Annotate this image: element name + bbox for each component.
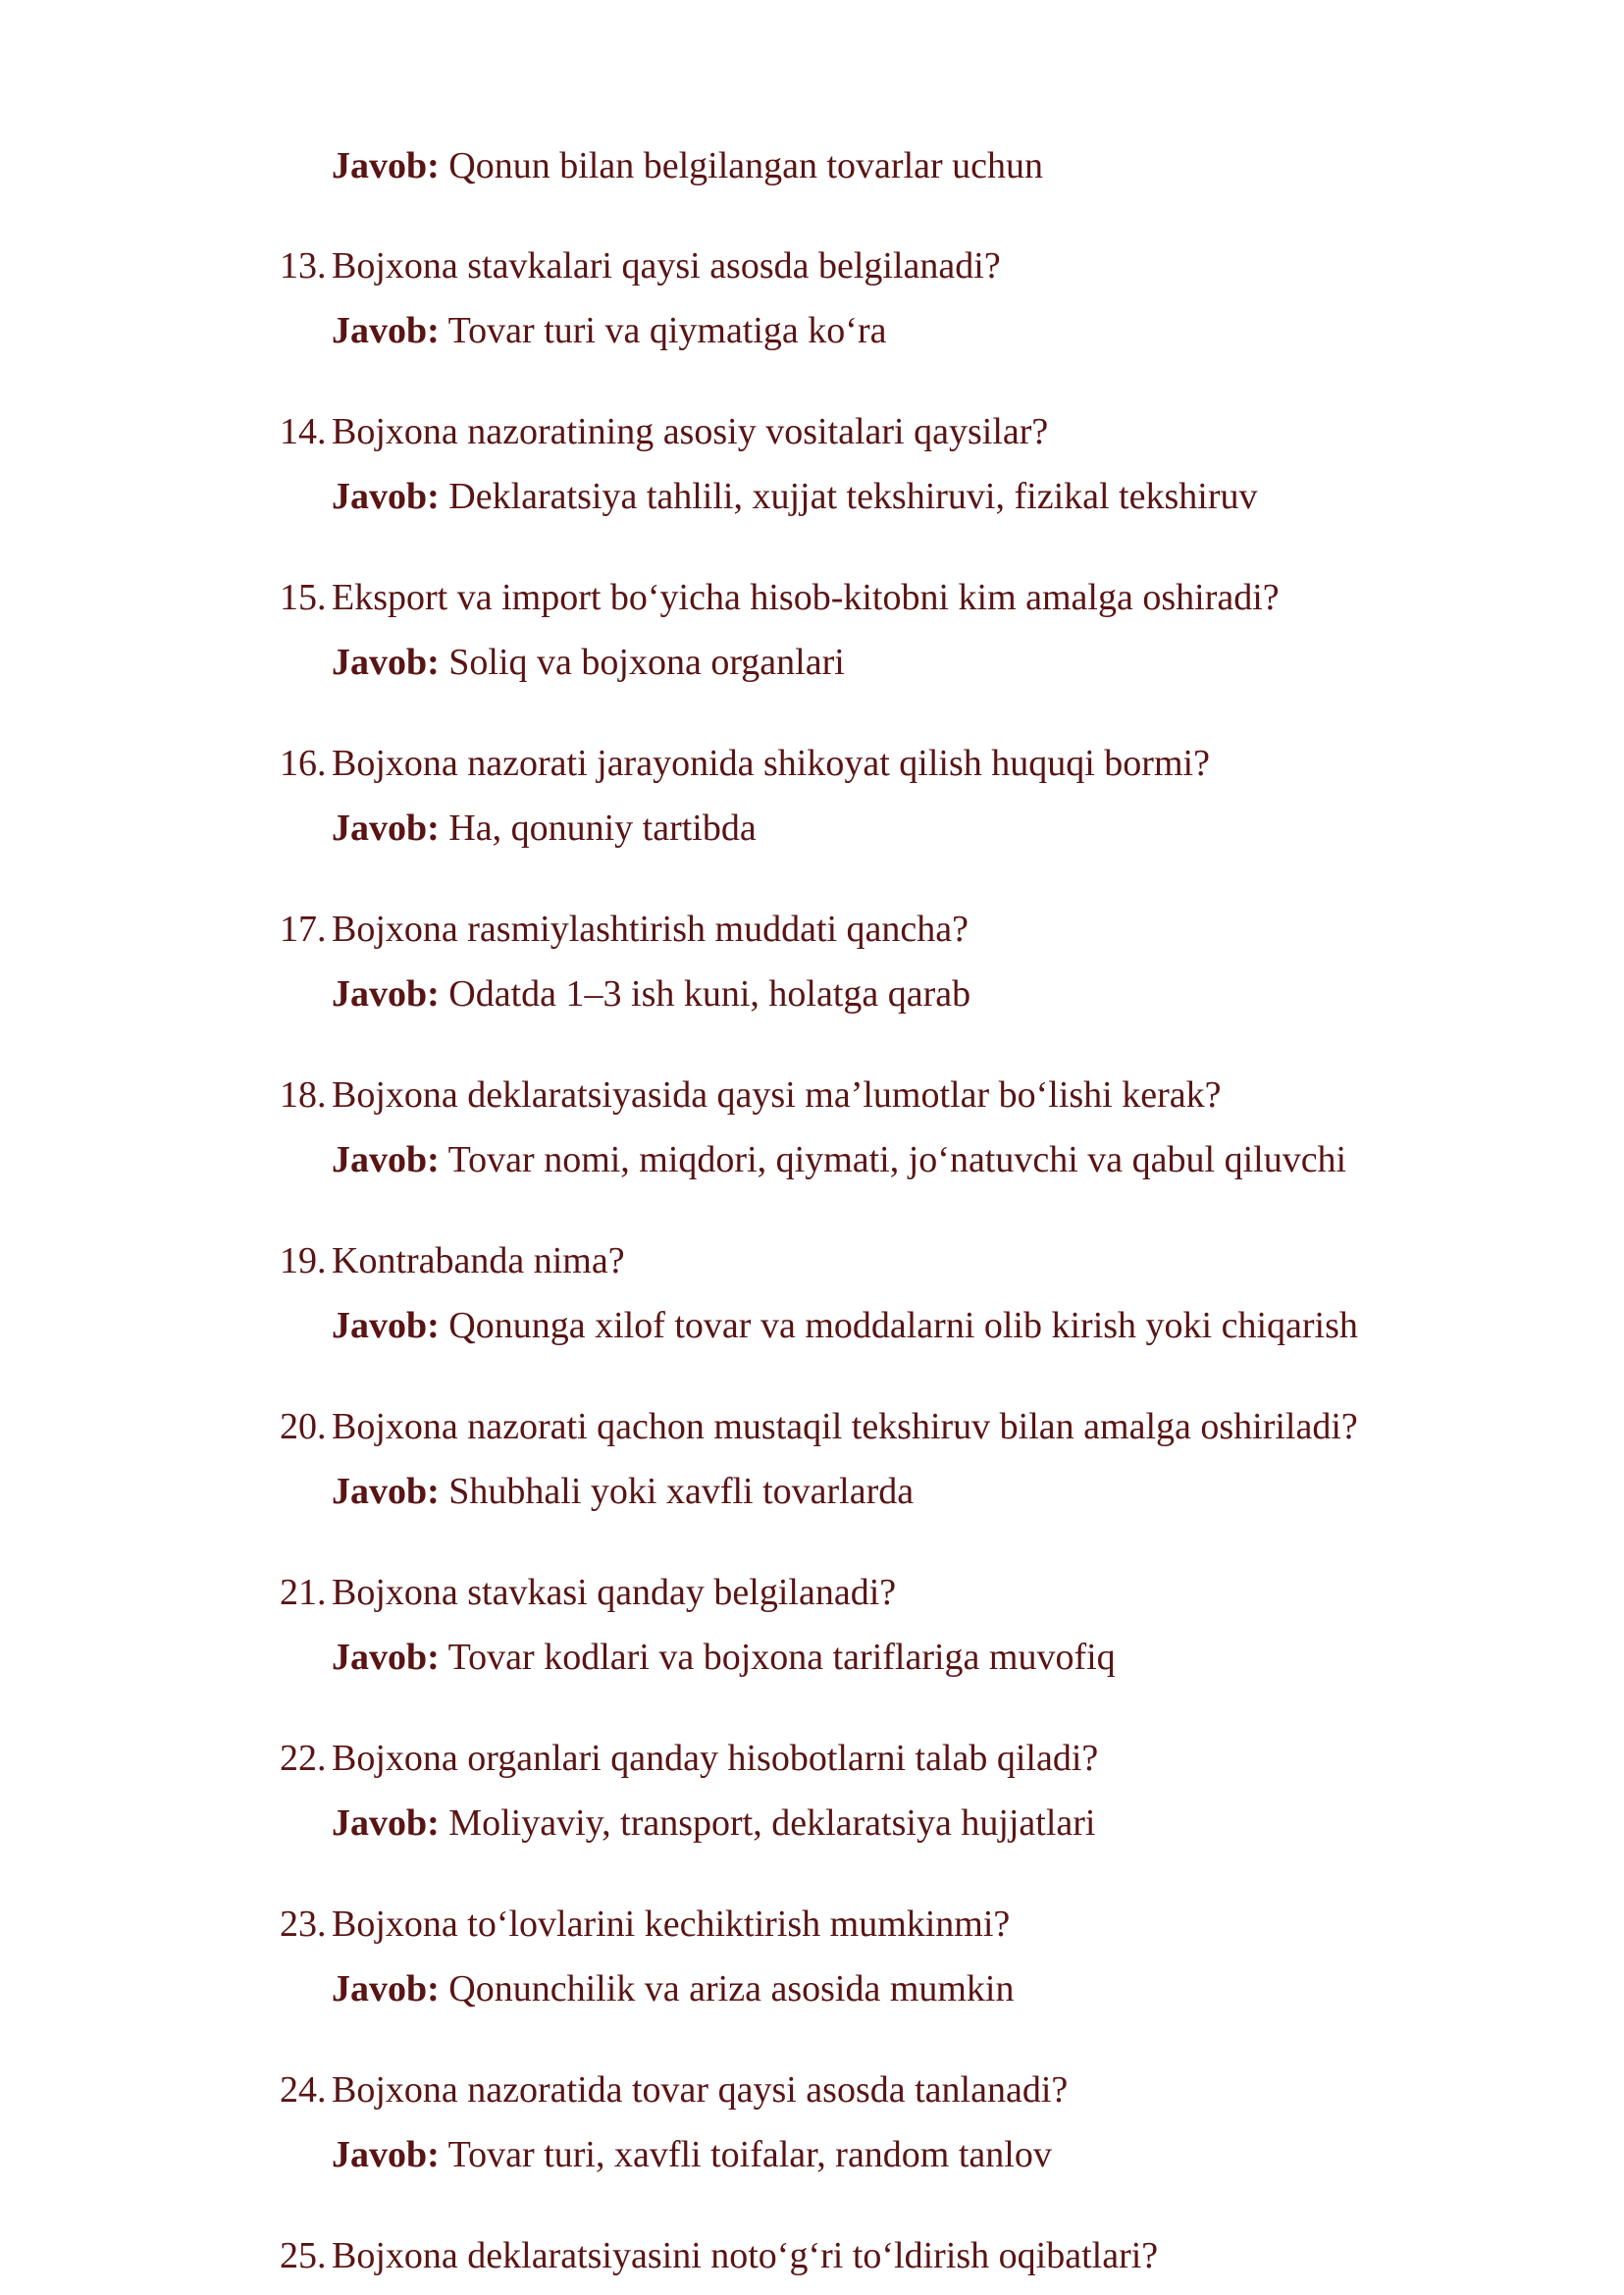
question-line: [280, 1072, 1221, 1118]
answer-label: Javob:: [332, 476, 440, 517]
answer-line: [332, 308, 886, 353]
question-number: 25.: [280, 2235, 327, 2276]
question-text: Bojxona nazoratida tovar qaysi asosda tanlanadi?: [332, 2069, 1069, 2111]
question-number: 22.: [280, 1738, 327, 1779]
answer-label: Javob:: [332, 1968, 440, 2009]
answer-text: Qonun bilan belgilangan tovarlar uchun: [439, 145, 1044, 186]
answer-line: [332, 1303, 1358, 1348]
answer-text: Ha, qonuniy tartibda: [439, 808, 757, 849]
answer-line: [332, 474, 1257, 519]
question-line: [280, 1238, 625, 1283]
answer-line: [332, 1800, 1096, 1846]
question-text: Eksport va import bo‘yicha hisob-kitobni kim amalga oshiradi?: [332, 577, 1280, 618]
answer-label: Javob:: [332, 1802, 440, 1844]
question-text: Kontrabanda nima?: [332, 1240, 625, 1281]
question-line: [280, 575, 1280, 620]
answer-text: Soliq va bojxona organlari: [439, 642, 845, 683]
question-number: 23.: [280, 1904, 327, 1945]
question-number: 15.: [280, 577, 327, 618]
answer-label: Javob:: [332, 145, 440, 186]
question-text: Bojxona nazorati jarayonida shikoyat qilish huquqi bormi?: [332, 743, 1210, 784]
answer-line: [332, 1469, 914, 1514]
question-text: Bojxona organlari qanday hisobotlarni talab qiladi?: [332, 1738, 1099, 1779]
answer-label: Javob:: [332, 642, 440, 683]
question-line: [280, 907, 969, 952]
question-number: 14.: [280, 411, 327, 452]
question-number: 24.: [280, 2069, 327, 2111]
question-line: [280, 243, 1001, 288]
question-text: Bojxona deklaratsiyasini noto‘g‘ri to‘ldirish oqibatlari?: [332, 2235, 1159, 2276]
answer-line: [332, 2132, 1052, 2177]
answer-line: [332, 1635, 1116, 1680]
question-text: Bojxona deklaratsiyasida qaysi ma’lumotlar bo‘lishi kerak?: [332, 1074, 1222, 1116]
answer-label: Javob:: [332, 2134, 440, 2175]
question-number: 17.: [280, 909, 327, 950]
answer-label: Javob:: [332, 1139, 440, 1180]
answer-text: Odatda 1–3 ish kuni, holatga qarab: [439, 973, 971, 1015]
answer-label: Javob:: [332, 1305, 440, 1346]
question-number: 19.: [280, 1240, 327, 1281]
question-text: Bojxona to‘lovlarini kechiktirish mumkinmi?: [332, 1904, 1011, 1945]
answer-text: Qonunchilik va ariza asosida mumkin: [439, 1968, 1015, 2009]
question-number: 21.: [280, 1572, 327, 1613]
question-number: 20.: [280, 1406, 327, 1447]
question-line: [280, 1902, 1010, 1947]
question-line: [280, 1570, 896, 1615]
answer-text: Moliyaviy, transport, deklaratsiya hujjatlari: [439, 1802, 1096, 1844]
answer-text: Tovar nomi, miqdori, qiymati, jo‘natuvchi va qabul qiluvchi: [439, 1139, 1347, 1180]
answer-text: Shubhali yoki xavfli tovarlarda: [439, 1471, 915, 1512]
answer-line: [332, 971, 970, 1017]
question-text: Bojxona stavkalari qaysi asosda belgilanadi?: [332, 245, 1001, 287]
answer-text: Tovar turi va qiymatiga ko‘ra: [439, 310, 887, 351]
question-text: Bojxona stavkasi qanday belgilanadi?: [332, 1572, 897, 1613]
question-text: Bojxona nazorati qachon mustaqil tekshiruv bilan amalga oshiriladi?: [332, 1406, 1358, 1447]
answer-label: Javob:: [332, 310, 440, 351]
answer-line: [332, 143, 1043, 188]
question-line: [280, 1736, 1098, 1781]
answer-line: [332, 806, 757, 851]
answer-label: Javob:: [332, 1471, 440, 1512]
question-number: 13.: [280, 245, 327, 287]
answer-text: Tovar kodlari va bojxona tariflariga muvofiq: [439, 1637, 1116, 1678]
answer-text: Qonunga xilof tovar va moddalarni olib kirish yoki chiqarish: [439, 1305, 1358, 1346]
answer-line: [332, 1966, 1015, 2011]
answer-label: Javob:: [332, 1637, 440, 1678]
answer-text: Deklaratsiya tahlili, xujjat tekshiruvi, fizikal tekshiruv: [439, 476, 1258, 517]
question-text: Bojxona rasmiylashtirish muddati qancha?: [332, 909, 969, 950]
question-line: [280, 2067, 1068, 2112]
question-line: [280, 2233, 1158, 2278]
answer-label: Javob:: [332, 973, 440, 1015]
answer-label: Javob:: [332, 808, 440, 849]
question-line: [280, 741, 1210, 786]
question-line: [280, 1404, 1358, 1449]
question-number: 18.: [280, 1074, 327, 1116]
answer-line: [332, 640, 845, 685]
question-text: Bojxona nazoratining asosiy vositalari qaysilar?: [332, 411, 1049, 452]
answer-text: Tovar turi, xavfli toifalar, random tanlov: [439, 2134, 1052, 2175]
question-number: 16.: [280, 743, 327, 784]
question-line: [280, 409, 1048, 454]
answer-line: [332, 1137, 1346, 1182]
